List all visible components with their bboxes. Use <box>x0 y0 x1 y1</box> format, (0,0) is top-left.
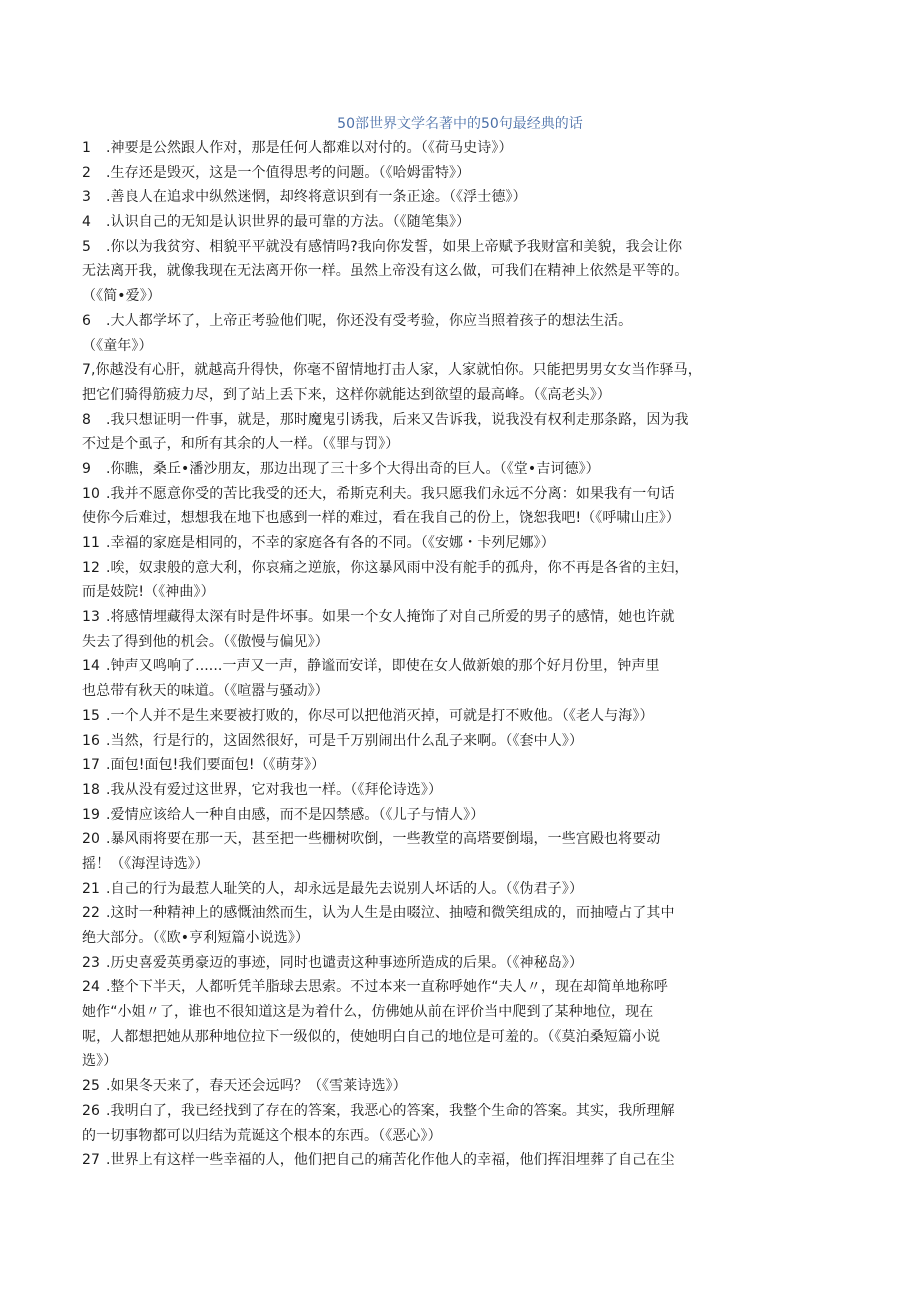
quote-text: .认识自己的无知是认识世界的最可靠的方法。（《随笔集》） <box>106 214 471 231</box>
quote-text: .生存还是毁灭，这是一个值得思考的问题。（《哈姆雷特》） <box>106 164 471 181</box>
item-number: 1 <box>82 140 92 156</box>
text-line <box>82 309 782 334</box>
text-line <box>82 1099 782 1124</box>
text-line <box>82 901 782 926</box>
text-line <box>82 679 782 704</box>
text-line <box>82 185 782 210</box>
quote-text: .我并不愿意你受的苦比我受的还大，希斯克利夫。我只愿我们永远不分离：如果我有一句话 <box>106 485 675 502</box>
item-number: 26 <box>82 1102 101 1119</box>
item-number: 3 <box>82 189 92 206</box>
quote-text: .一个人并不是生来要被打败的，你尽可以把他消灭掉，可就是打不败他。（《老人与海》） <box>106 707 654 724</box>
text-line <box>82 358 782 383</box>
quote-text: 无法离开我，就像我现在无法离开你一样。虽然上帝没有这么做，可我们在精神上依然是平等的。 <box>82 263 689 280</box>
text-line <box>82 284 782 309</box>
item-number: 21 <box>82 880 101 897</box>
text-line <box>82 1025 782 1050</box>
text-line <box>82 482 782 507</box>
quote-text: .当然，行是行的，这固然很好，可是千万别闹出什么乱子来啊。（《套中人》） <box>106 732 584 749</box>
document-body <box>82 136 782 1173</box>
text-line <box>82 1074 782 1099</box>
item-number: 22 <box>82 905 101 922</box>
quote-text: .世界上有这样一些幸福的人，他们把自己的痛苦化作他人的幸福，他们挥泪埋葬了自己在尘 <box>106 1152 675 1169</box>
item-number: 24 <box>82 979 101 996</box>
quote-text: .善良人在追求中纵然迷惘，却终将意识到有一条正途。（《浮士德》） <box>106 189 527 206</box>
text-line <box>82 729 782 754</box>
text-line <box>82 1049 782 1074</box>
quote-text: 呢，人都想把她从那种地位拉下一级似的，使她明白自己的地位是可羞的。（《莫泊桑短篇小说 <box>82 1028 661 1045</box>
item-number: 5 <box>82 238 92 255</box>
quote-text: .幸福的家庭是相同的，不幸的家庭各有各的不同。（《安娜・卡列尼娜》） <box>106 535 555 551</box>
item-number: 25 <box>82 1078 101 1095</box>
text-line <box>82 161 782 186</box>
document-title: 50部世界文学名著中的50句最经典的话 <box>337 116 583 132</box>
text-line <box>82 803 782 828</box>
quote-text: 而是妓院!（《神曲》） <box>82 584 215 601</box>
quote-text: .这时一种精神上的感慨油然而生，认为人生是由啜泣、抽噎和微笑组成的，而抽噎占了其中 <box>106 905 675 922</box>
text-line <box>82 827 782 852</box>
quote-text: .将感情埋藏得太深有时是件坏事。如果一个女人掩饰了对自己所爱的男子的感情，她也许就 <box>106 609 675 626</box>
item-number: 12 <box>82 559 101 576</box>
quote-text: .面包!面包!我们要面包!（《萌芽》） <box>106 757 326 774</box>
text-line <box>82 334 782 359</box>
text-line <box>82 753 782 778</box>
quote-text: （《简•爱》） <box>82 288 161 305</box>
quote-text: .神要是公然跟人作对，那是任何人都难以对付的。（《荷马史诗》） <box>106 140 513 156</box>
quote-text: 的一切事物都可以归结为荒诞这个根本的东西。（《恶心》） <box>82 1127 442 1144</box>
text-line <box>82 136 782 161</box>
text-line <box>82 556 782 581</box>
text-line <box>82 630 782 655</box>
text-line <box>82 432 782 457</box>
text-line <box>82 580 782 605</box>
quote-text: 把它们骑得筋疲力尽，到了站上丢下来，这样你就能达到欲望的最高峰。（《高老头》） <box>82 386 611 403</box>
item-number: 2 <box>82 164 92 181</box>
quote-text: .我只想证明一件事，就是，那时魔鬼引诱我，后来又告诉我，说我没有权利走那条路，因为我 <box>106 411 689 428</box>
quote-text: .大人都学坏了，上帝正考验他们呢，你还没有受考验，你应当照着孩子的想法生活。 <box>106 312 633 329</box>
item-number: 8 <box>82 411 92 428</box>
item-number: 23 <box>82 954 101 971</box>
quote-text: .历史喜爱英勇豪迈的事迹，同时也谴责这种事迹所造成的后果。（《神秘岛》） <box>106 954 584 971</box>
quote-text: 不过是个虱子，和所有其余的人一样。（《罪与罚》） <box>82 436 400 453</box>
quote-text: 也总带有秋天的味道。（《喧嚣与骚动》） <box>82 683 329 700</box>
item-number: 13 <box>82 609 101 626</box>
quote-text: .爱情应该给人一种自由感，而不是囚禁感。（《儿子与情人》） <box>106 806 485 823</box>
quote-text: 7,你越没有心肝，就越高升得快，你毫不留情地打击人家，人家就怕你。只能把男男女女当作驿马， <box>82 362 702 379</box>
item-number: 19 <box>82 806 101 823</box>
item-number: 9 <box>82 460 92 477</box>
quote-text: .唉，奴隶般的意大利，你哀痛之逆旅，你这暴风雨中没有舵手的孤舟，你不再是各省的主妇， <box>106 559 689 576</box>
item-number: 4 <box>82 214 92 231</box>
text-line <box>82 383 782 408</box>
item-number: 18 <box>82 781 101 798</box>
text-line <box>82 531 782 556</box>
item-number: 14 <box>82 658 101 675</box>
item-number: 27 <box>82 1152 101 1169</box>
item-number: 6 <box>82 312 92 329</box>
item-number: 10 <box>82 485 101 502</box>
text-line <box>82 506 782 531</box>
text-line <box>82 408 782 433</box>
quote-text: 她作“小姐〃了，谁也不很知道这是为着什么，仿佛她从前在评价当中爬到了某种地位，现在 <box>82 1004 654 1021</box>
quote-text: 失去了得到他的机会。（《傲慢与偏见》） <box>82 633 329 650</box>
item-number: 20 <box>82 831 101 848</box>
quote-text: .你瞧，桑丘•潘沙朋友，那边出现了三十多个大得出奇的巨人。（《堂•吉诃德》） <box>106 460 600 477</box>
quote-text: .钟声又鸣响了......一声又一声，静谧而安详，即使在女人做新娘的那个好月份里，钟声里 <box>106 658 660 675</box>
item-number: 16 <box>82 732 101 749</box>
item-number: 15 <box>82 707 101 724</box>
quote-text: 摇！（《海涅诗选》） <box>82 855 209 872</box>
text-line <box>82 926 782 951</box>
text-line <box>82 259 782 284</box>
quote-text: .暴风雨将要在那一天，甚至把一些栅树吹倒，一些教堂的高塔要倒塌，一些宫殿也将要动 <box>106 831 661 848</box>
text-line <box>82 457 782 482</box>
quote-text: 选》） <box>82 1053 118 1070</box>
quote-text: .你以为我贫穷、相貌平平就没有感情吗?我向你发誓，如果上帝赋予我财富和美貌，我会让你 <box>106 238 683 255</box>
text-line <box>82 210 782 235</box>
quote-text: .如果冬天来了，春天还会远吗？（《雪莱诗选》） <box>106 1078 407 1095</box>
quote-text: .整个下半天，人都听凭羊脂球去思索。不过本来一直称呼她作“夫人〃，现在却简单地称呼 <box>106 979 668 996</box>
text-line <box>82 235 782 260</box>
text-line <box>82 951 782 976</box>
quote-text: .我从没有爱过这世界，它对我也一样。（《拜伦诗选》） <box>106 781 443 798</box>
text-line <box>82 1148 782 1173</box>
text-line <box>82 605 782 630</box>
quote-text: 绝大部分。（《欧•亨利短篇小说选》） <box>82 930 310 946</box>
text-line <box>82 852 782 877</box>
text-line <box>82 1000 782 1025</box>
text-line <box>82 1124 782 1149</box>
quote-text: .自己的行为最惹人耻笑的人，却永远是最先去说别人坏话的人。（《伪君子》） <box>106 880 584 897</box>
text-line <box>82 975 782 1000</box>
quote-text: .我明白了，我已经找到了存在的答案，我恶心的答案，我整个生命的答案。其实，我所理解 <box>106 1102 675 1119</box>
text-line <box>82 704 782 729</box>
text-line <box>82 877 782 902</box>
quote-text: 使你今后难过，想想我在地下也感到一样的难过，看在我自己的份上，饶恕我吧!（《呼啸山庄》） <box>82 510 681 527</box>
quote-text: （《童年》） <box>82 337 153 354</box>
item-number: 17 <box>82 757 101 774</box>
text-line <box>82 778 782 803</box>
text-line <box>82 654 782 679</box>
item-number: 11 <box>82 535 101 551</box>
